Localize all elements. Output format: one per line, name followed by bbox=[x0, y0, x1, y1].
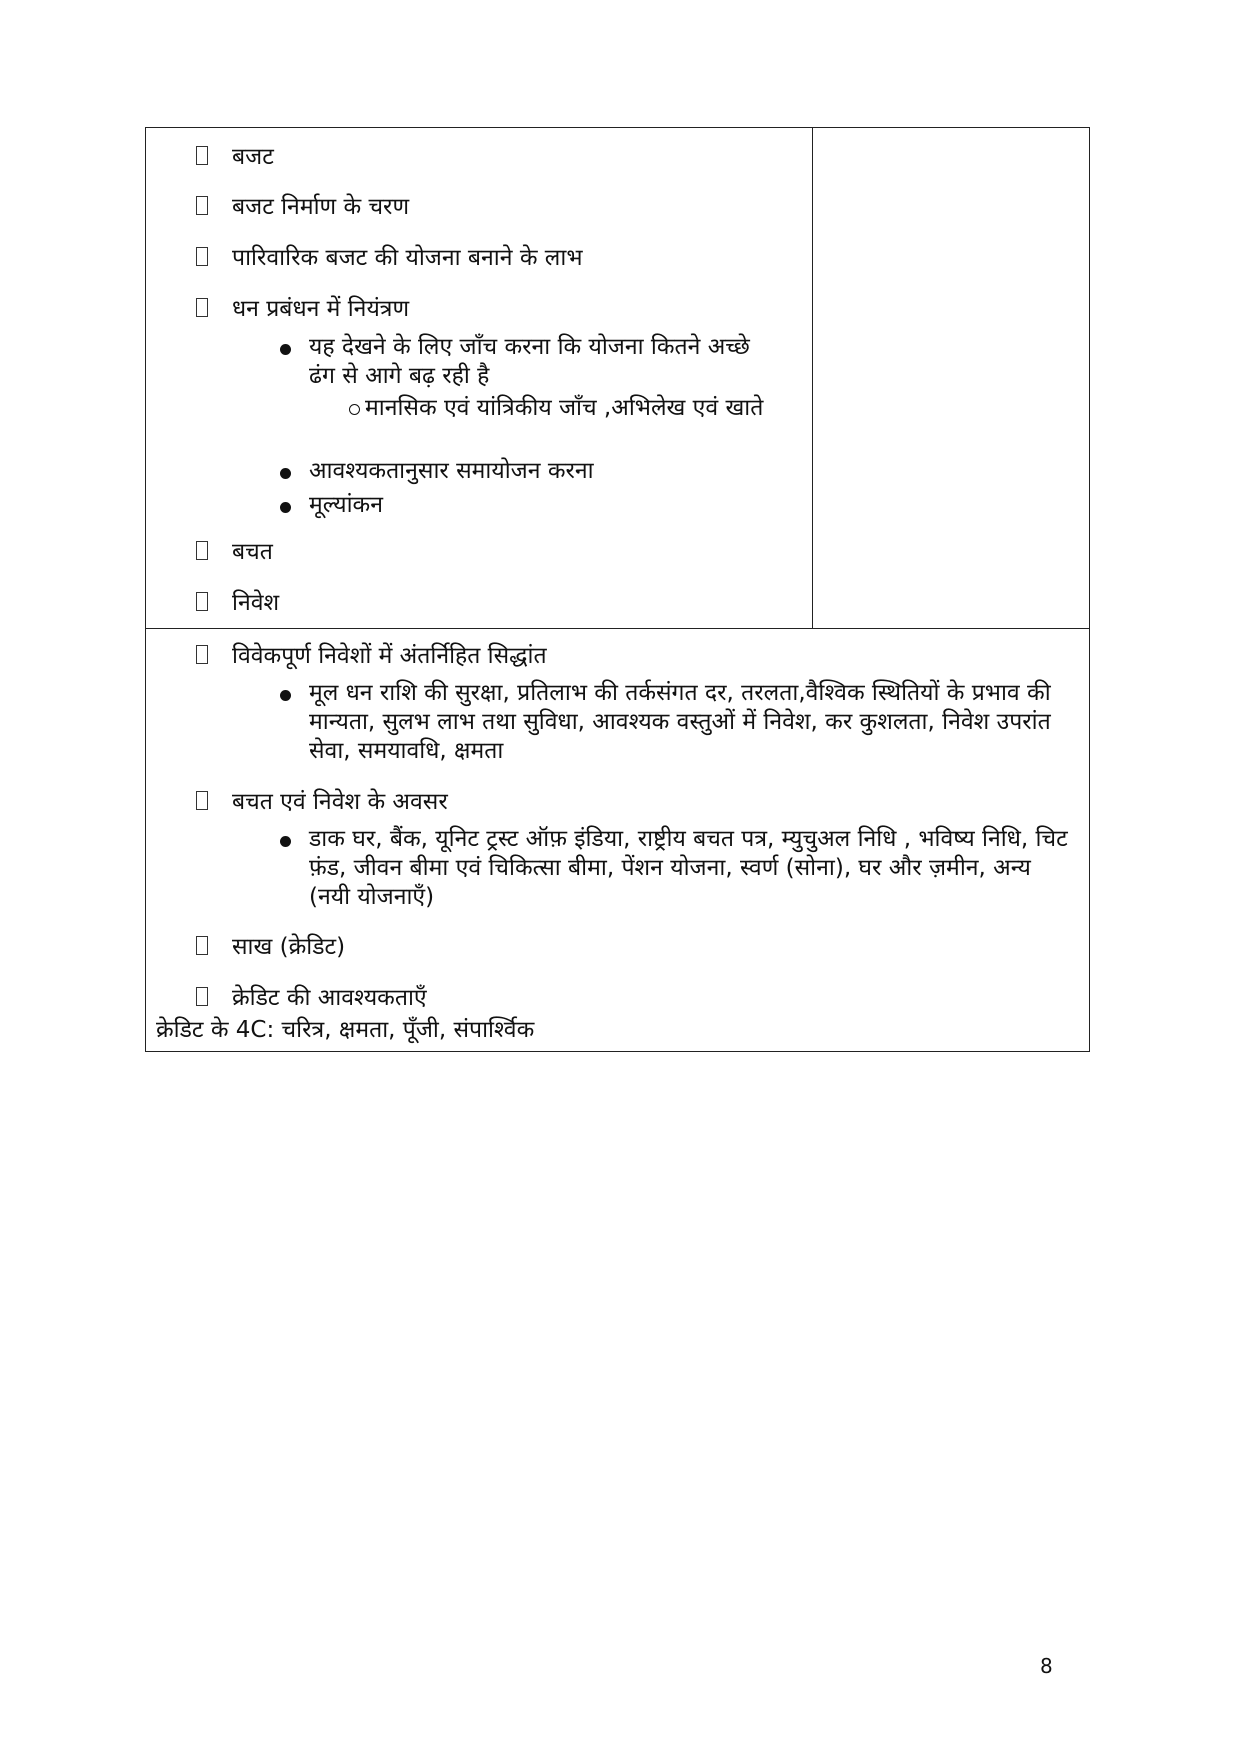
table-cell-topics bbox=[146, 629, 1089, 1051]
table-row bbox=[145, 629, 1090, 1052]
bullet-item: डाक घर, बैंक, यूनिट ट्रस्ट ऑफ़ इंडिया, राष्ट्रीय बचत पत्र, म्युचुअल निधि , भविष्य निधि, चिट फ़ंड, जीवन बीमा एवं चिकित्सा बीमा, पेंशन योजना, स्वर्ण (सोना), घर और ज़मीन, अन्य (नयी योजनाएँ) bbox=[280, 825, 1070, 912]
checkbox-glyph-icon bbox=[196, 298, 208, 317]
table-cell-empty bbox=[813, 128, 1089, 628]
list-item: साख (क्रेडिट) bbox=[196, 932, 345, 962]
table-row bbox=[145, 127, 1090, 629]
list-item: विवेकपूर्ण निवेशों में अंतर्निहित सिद्धांत bbox=[196, 641, 547, 671]
bullet-item: मूल्यांकन bbox=[280, 491, 750, 520]
list-item: बजट bbox=[196, 142, 274, 172]
list-item: धन प्रबंधन में नियंत्रण bbox=[196, 294, 409, 324]
checkbox-glyph-icon bbox=[196, 146, 208, 165]
bullet-icon bbox=[280, 468, 291, 479]
bullet-item: मूल धन राशि की सुरक्षा, प्रतिलाभ की तर्कसंगत दर, तरलता,वैश्विक स्थितियों के प्रभाव की मान्यता, सुलभ लाभ तथा सुविधा, आवश्यक वस्तुओं में निवेश, कर कुशलता, निवेश उपरांत सेवा, समयावधि, क्षमता bbox=[280, 679, 1070, 766]
bullet-icon bbox=[280, 690, 291, 701]
bullet-icon bbox=[280, 836, 291, 847]
checkbox-glyph-icon bbox=[196, 645, 208, 664]
checkbox-glyph-icon bbox=[196, 247, 208, 266]
list-item: बजट निर्माण के चरण bbox=[196, 192, 409, 222]
bullet-item: यह देखने के लिए जाँच करना कि योजना कितने अच्छे ढंग से आगे बढ़ रही है bbox=[280, 333, 750, 391]
checkbox-glyph-icon bbox=[196, 592, 208, 611]
list-item: पारिवारिक बजट की योजना बनाने के लाभ bbox=[196, 243, 583, 273]
sub-bullet-item: मानसिक एवं यांत्रिकीय जाँच ,अभिलेख एवं खाते bbox=[349, 394, 769, 423]
table-cell-topics bbox=[146, 128, 813, 628]
content-table bbox=[145, 127, 1090, 1052]
checkbox-glyph-icon bbox=[196, 541, 208, 560]
page-number: 8 bbox=[1040, 1654, 1053, 1678]
credit-4c-text: क्रेडिट के 4C: चरित्र, क्षमता, पूँजी, संपार्श्विक bbox=[156, 1017, 535, 1043]
bullet-item: आवश्यकतानुसार समायोजन करना bbox=[280, 457, 750, 486]
checkbox-glyph-icon bbox=[196, 196, 208, 215]
checkbox-glyph-icon bbox=[196, 987, 208, 1006]
checkbox-glyph-icon bbox=[196, 936, 208, 955]
bullet-icon bbox=[280, 502, 291, 513]
bullet-icon bbox=[280, 344, 291, 355]
list-item: बचत एवं निवेश के अवसर bbox=[196, 787, 448, 817]
list-item: बचत bbox=[196, 537, 273, 567]
list-item: क्रेडिट की आवश्यकताएँ bbox=[196, 983, 427, 1013]
list-item: निवेश bbox=[196, 588, 279, 618]
hollow-bullet-icon bbox=[349, 404, 360, 415]
checkbox-glyph-icon bbox=[196, 791, 208, 810]
